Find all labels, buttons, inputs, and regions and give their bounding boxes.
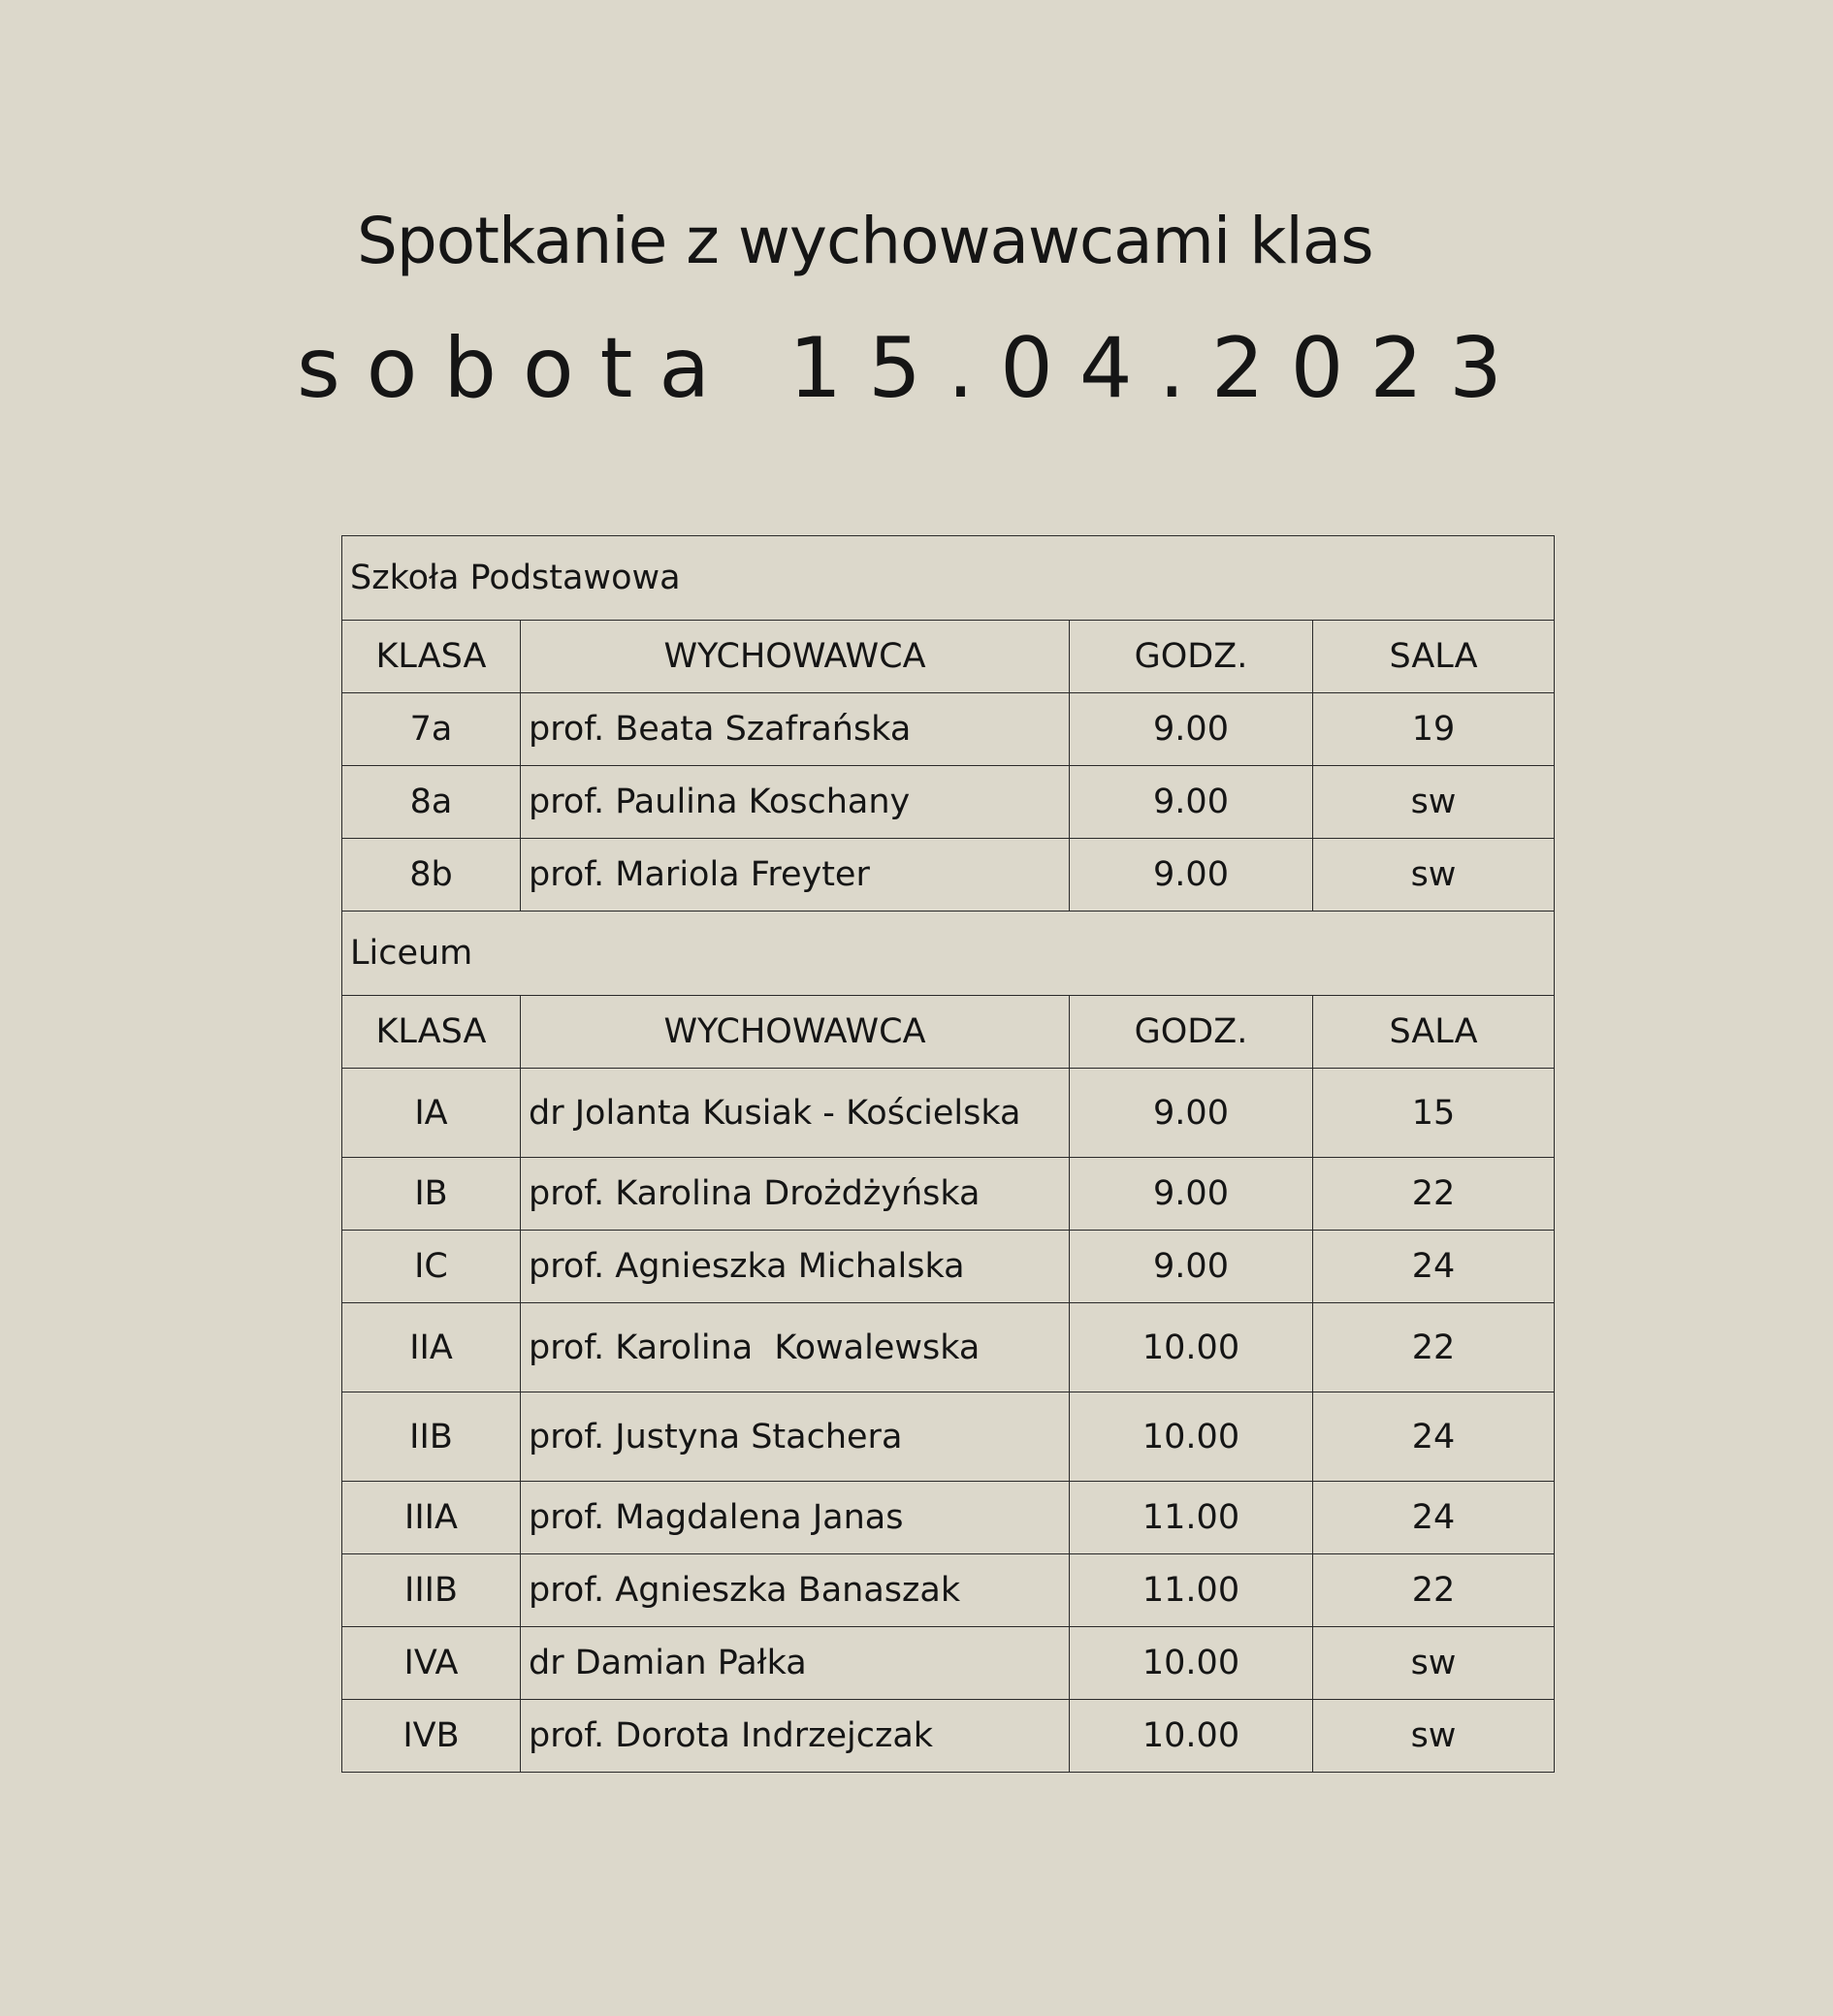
cell-klasa: IIIA [342, 1482, 521, 1554]
table-row [342, 1231, 1555, 1303]
cell-godz: 9.00 [1070, 766, 1313, 839]
cell-godz: 9.00 [1070, 693, 1313, 766]
cell-wychowawca: prof. Karolina Kowalewska [521, 1303, 1070, 1392]
header-sala: SALA [1313, 996, 1555, 1069]
table-row [342, 1627, 1555, 1700]
cell-sala: sw [1313, 839, 1555, 912]
cell-klasa: IA [342, 1069, 521, 1158]
cell-godz: 10.00 [1070, 1627, 1313, 1700]
column-header-row [342, 621, 1555, 693]
cell-sala: 22 [1313, 1554, 1555, 1627]
table-row [342, 1392, 1555, 1482]
cell-klasa: 8b [342, 839, 521, 912]
cell-godz: 11.00 [1070, 1482, 1313, 1554]
column-header-row [342, 996, 1555, 1069]
cell-klasa: IVB [342, 1700, 521, 1773]
cell-wychowawca: prof. Beata Szafrańska [521, 693, 1070, 766]
cell-klasa: 8a [342, 766, 521, 839]
cell-klasa: 7a [342, 693, 521, 766]
table-row [342, 693, 1555, 766]
cell-wychowawca: prof. Agnieszka Banaszak [521, 1554, 1070, 1627]
schedule-table [341, 535, 1555, 1773]
section-title: Szkoła Podstawowa [342, 536, 1555, 621]
cell-sala: 24 [1313, 1392, 1555, 1482]
table-row [342, 766, 1555, 839]
header-godz: GODZ. [1070, 621, 1313, 693]
header-godz: GODZ. [1070, 996, 1313, 1069]
cell-sala: 22 [1313, 1158, 1555, 1231]
table-row [342, 1482, 1555, 1554]
header-sala: SALA [1313, 621, 1555, 693]
cell-sala: sw [1313, 1627, 1555, 1700]
section-title: Liceum [342, 912, 1555, 996]
cell-klasa: IC [342, 1231, 521, 1303]
cell-sala: 15 [1313, 1069, 1555, 1158]
cell-klasa: IIIB [342, 1554, 521, 1627]
cell-godz: 9.00 [1070, 839, 1313, 912]
cell-godz: 9.00 [1070, 1158, 1313, 1231]
cell-godz: 11.00 [1070, 1554, 1313, 1627]
table-row [342, 1069, 1555, 1158]
cell-godz: 9.00 [1070, 1231, 1313, 1303]
cell-wychowawca: prof. Magdalena Janas [521, 1482, 1070, 1554]
table-row [342, 839, 1555, 912]
cell-klasa: IVA [342, 1627, 521, 1700]
cell-klasa: IIA [342, 1303, 521, 1392]
cell-wychowawca: prof. Karolina Drożdżyńska [521, 1158, 1070, 1231]
table-row [342, 1700, 1555, 1773]
cell-wychowawca: dr Jolanta Kusiak - Kościelska [521, 1069, 1070, 1158]
cell-sala: sw [1313, 766, 1555, 839]
cell-sala: 19 [1313, 693, 1555, 766]
cell-wychowawca: prof. Dorota Indrzejczak [521, 1700, 1070, 1773]
page-title: Spotkanie z wychowawcami klas [357, 204, 1373, 278]
header-wychowawca: WYCHOWAWCA [521, 621, 1070, 693]
cell-wychowawca: dr Damian Pałka [521, 1627, 1070, 1700]
cell-godz: 10.00 [1070, 1392, 1313, 1482]
cell-klasa: IB [342, 1158, 521, 1231]
cell-sala: 24 [1313, 1231, 1555, 1303]
cell-wychowawca: prof. Mariola Freyter [521, 839, 1070, 912]
table-row [342, 1158, 1555, 1231]
cell-wychowawca: prof. Paulina Koschany [521, 766, 1070, 839]
table-row [342, 1303, 1555, 1392]
event-date: sobota 15.04.2023 [297, 320, 1528, 417]
section-header-primary-school [342, 536, 1555, 621]
cell-godz: 10.00 [1070, 1700, 1313, 1773]
header-wychowawca: WYCHOWAWCA [521, 996, 1070, 1069]
header-klasa: KLASA [342, 621, 521, 693]
table-row [342, 1554, 1555, 1627]
cell-godz: 10.00 [1070, 1303, 1313, 1392]
header-klasa: KLASA [342, 996, 521, 1069]
cell-sala: 22 [1313, 1303, 1555, 1392]
cell-klasa: IIB [342, 1392, 521, 1482]
cell-godz: 9.00 [1070, 1069, 1313, 1158]
cell-wychowawca: prof. Justyna Stachera [521, 1392, 1070, 1482]
section-header-high-school [342, 912, 1555, 996]
cell-sala: sw [1313, 1700, 1555, 1773]
cell-sala: 24 [1313, 1482, 1555, 1554]
cell-wychowawca: prof. Agnieszka Michalska [521, 1231, 1070, 1303]
